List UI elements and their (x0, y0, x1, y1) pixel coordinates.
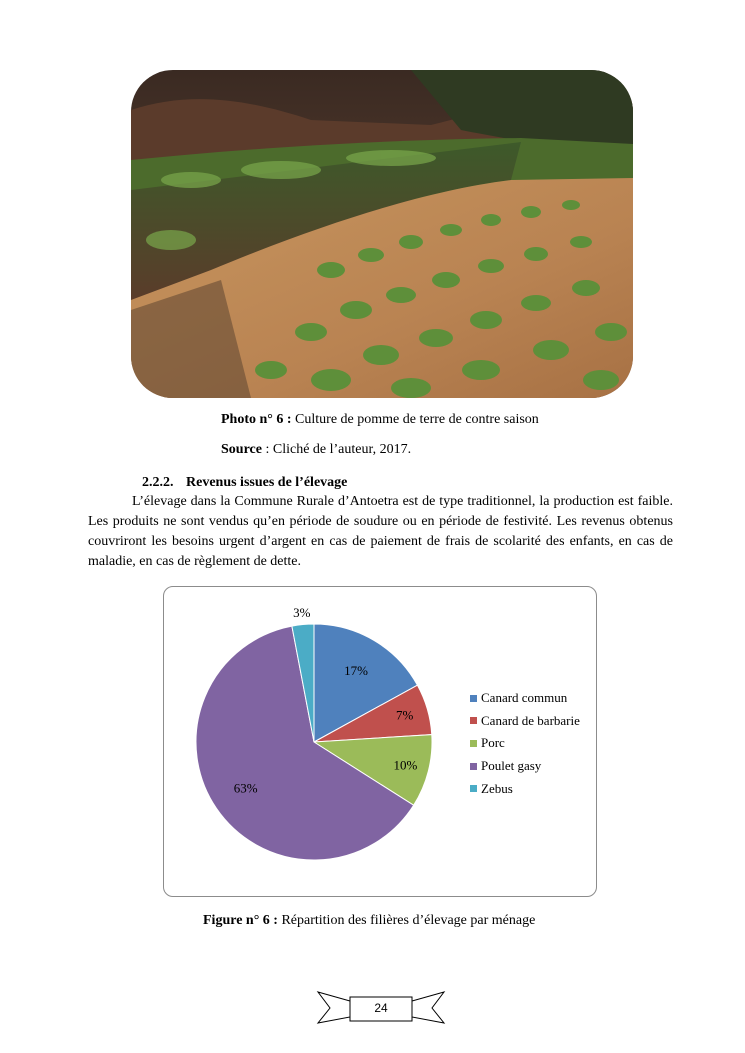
legend-item (470, 777, 580, 800)
figure-caption (203, 913, 535, 929)
figure-caption-text: Répartition des filières d’élevage par ménage (277, 913, 536, 928)
chart-legend (470, 687, 580, 800)
legend-swatch (470, 740, 477, 747)
photo-caption-label: Photo n° 6 : (221, 412, 292, 427)
pie-data-label: 7% (396, 707, 414, 723)
legend-item (470, 755, 580, 778)
legend-item (470, 732, 580, 755)
pie-data-label: 17% (344, 662, 368, 678)
section-heading (142, 475, 347, 491)
section-number: 2.2.2. (142, 475, 174, 490)
legend-item (470, 687, 580, 710)
legend-swatch (470, 717, 477, 724)
photo-potato-field (131, 70, 633, 398)
photo-caption (221, 411, 539, 429)
photo-source-text: : Cliché de l’auteur, 2017. (261, 442, 412, 457)
page-number-banner (316, 989, 446, 1029)
legend-label: Canard commun (481, 690, 568, 706)
legend-label: Zebus (481, 780, 513, 796)
legend-item (470, 710, 580, 733)
legend-swatch (470, 785, 477, 792)
legend-label: Poulet gasy (481, 758, 542, 774)
legend-label: Porc (481, 735, 505, 751)
legend-swatch (470, 695, 477, 702)
section-title: Revenus issues de l’élevage (186, 475, 348, 490)
photo-source (221, 441, 411, 459)
pie-data-label: 3% (293, 604, 311, 620)
figure-caption-label: Figure n° 6 : (203, 913, 278, 928)
photo-source-label: Source (221, 442, 262, 457)
pie-data-label: 63% (233, 780, 258, 796)
pie-data-label: 10% (393, 757, 418, 773)
page-number: 24 (374, 1001, 388, 1015)
potato-field-image (131, 70, 633, 398)
pie-chart-frame (163, 586, 597, 897)
section-paragraph: L’élevage dans la Commune Rurale d’Antoetra est de type traditionnel, la production est faible. Les produits ne sont vendus qu’en période de soudure ou en période de festivité. Les revenus obtenus couvriront les besoins urgent d’argent en cas de paiement de frais de scolarité des enfants, en cas de maladie, en cas de règlement de dette. (88, 494, 673, 569)
legend-label: Canard de barbarie (481, 712, 580, 728)
photo-caption-text: Culture de pomme de terre de contre saison (291, 412, 539, 427)
legend-swatch (470, 763, 477, 770)
